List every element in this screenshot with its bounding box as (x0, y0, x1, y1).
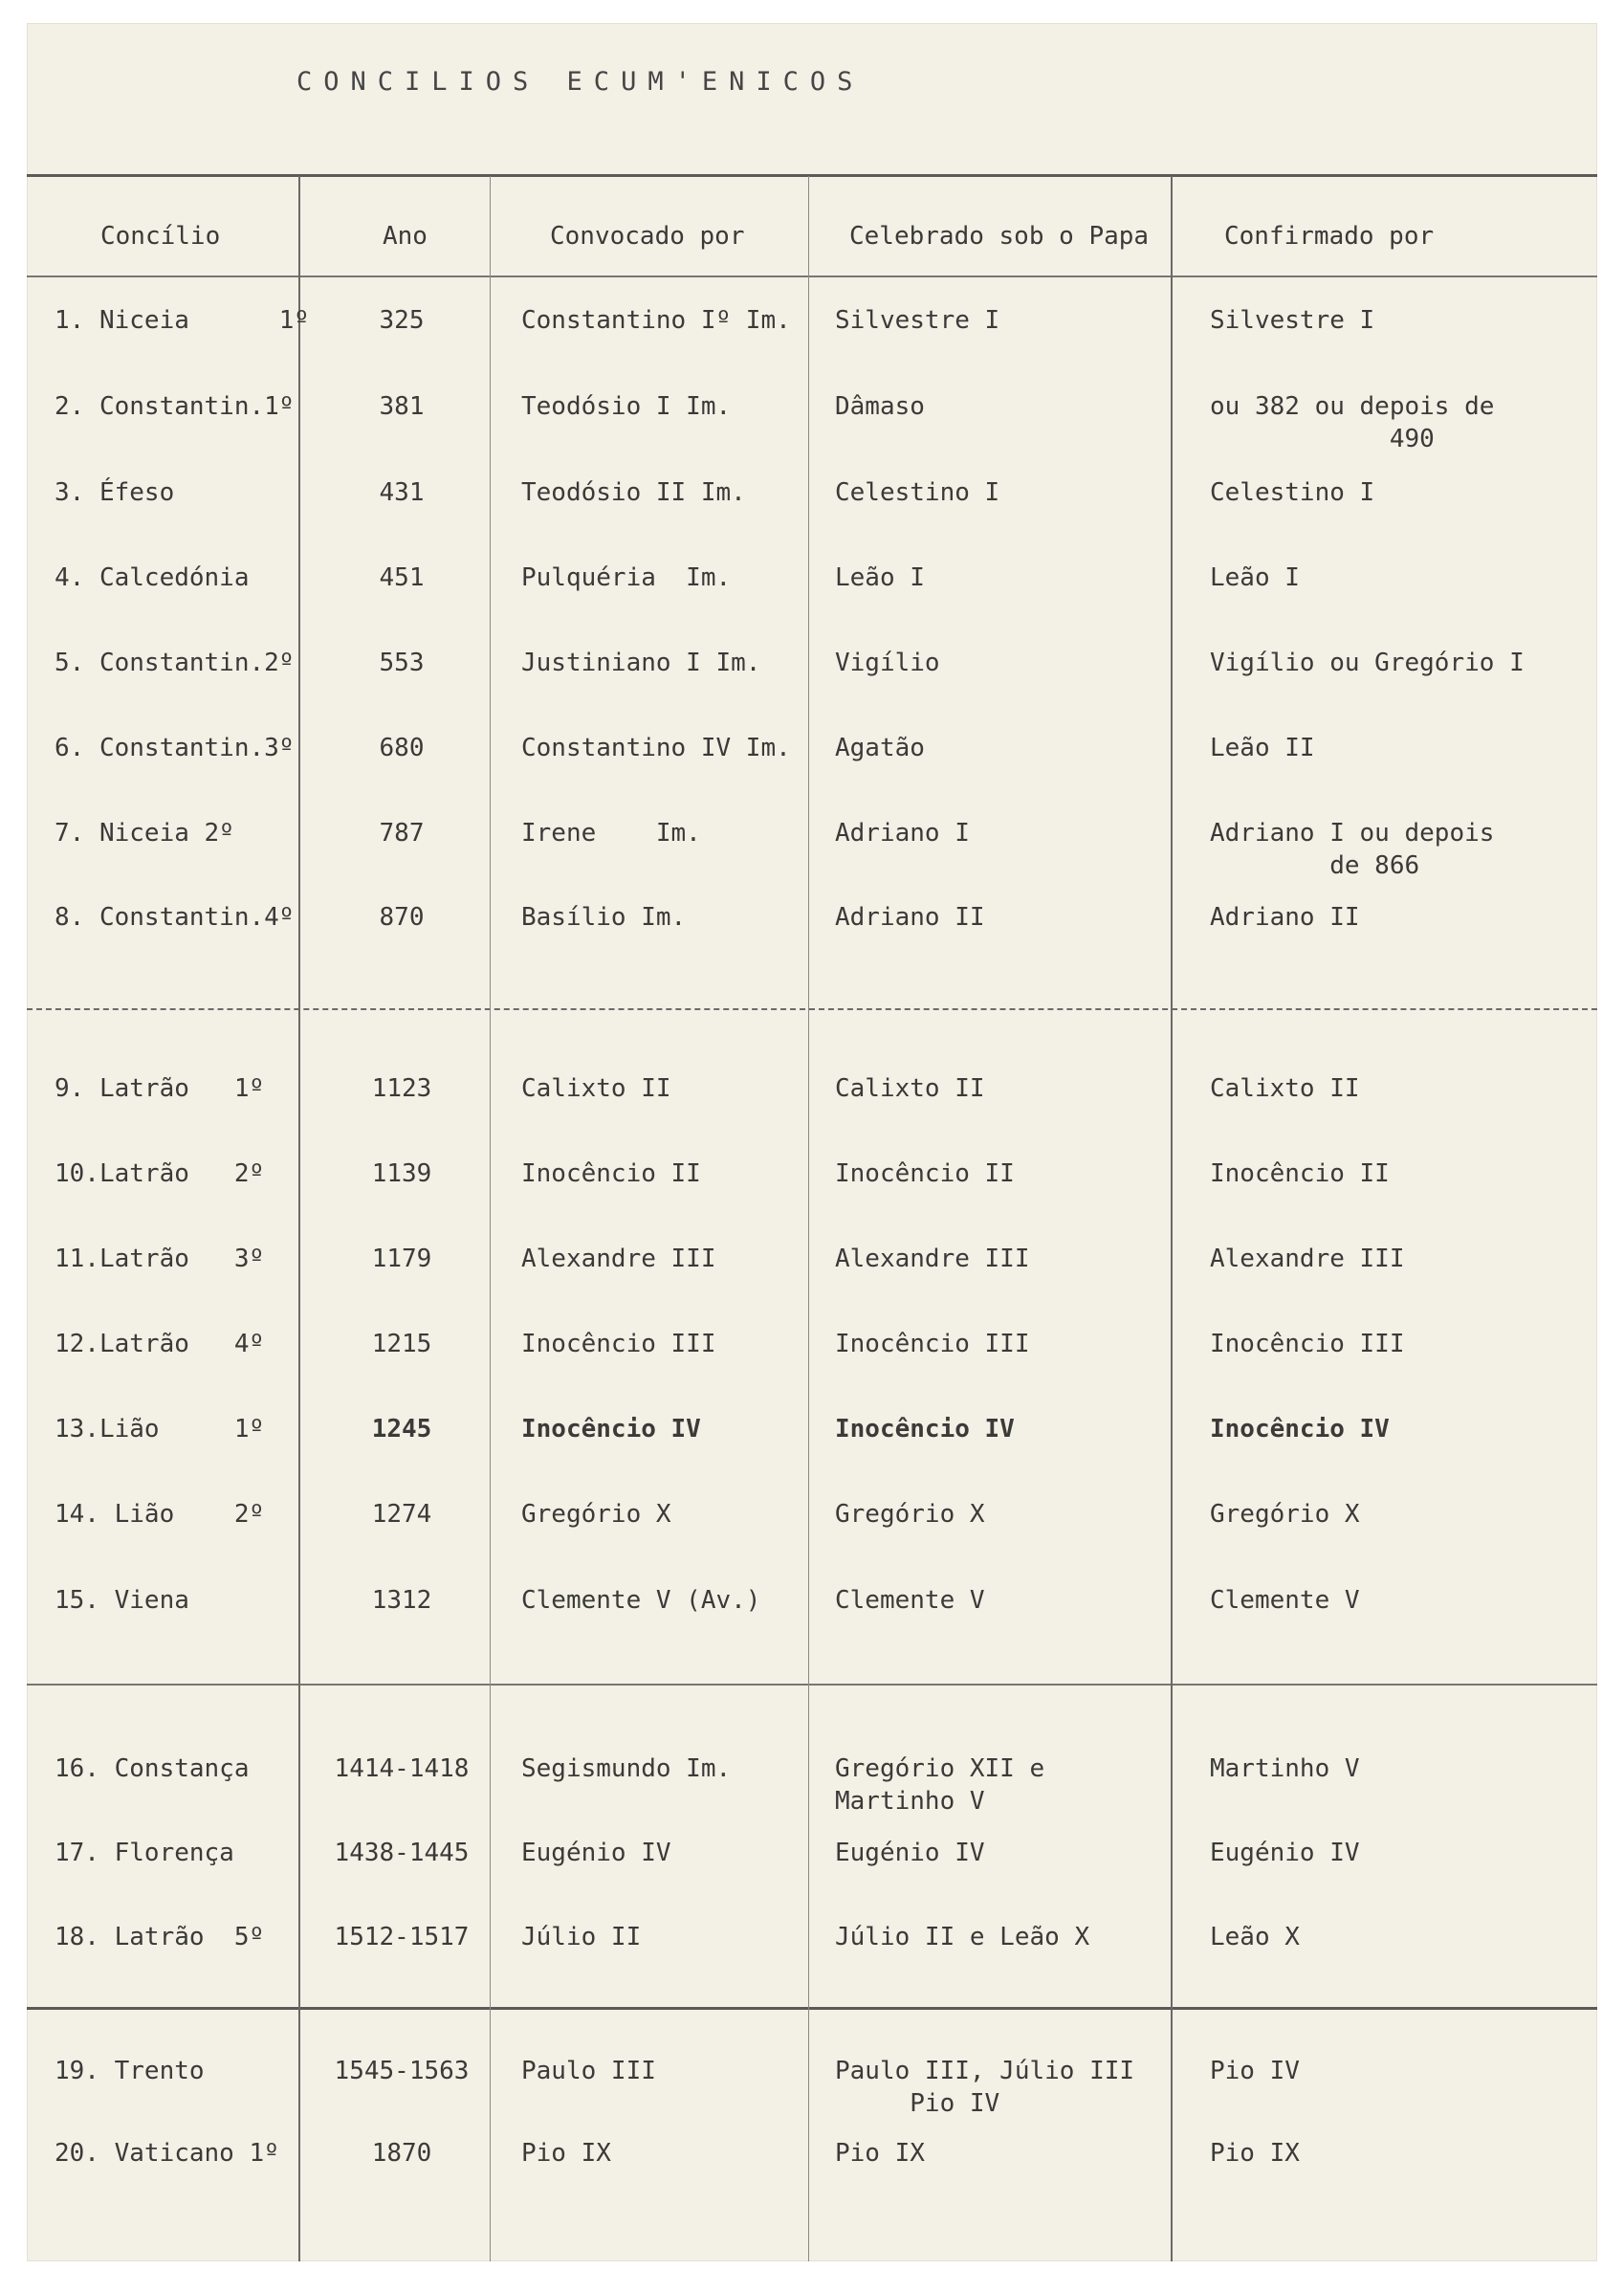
cell-concilio: 17. Florença (55, 1839, 234, 1867)
cell-convocado: Constantino Iº Im. (521, 306, 791, 335)
cell-convocado: Inocêncio II (521, 1159, 701, 1188)
cell-confirmado: Leão I (1210, 563, 1300, 592)
cell-ano: 451 (379, 563, 425, 592)
cell-celebrado: Pio IX (835, 2139, 925, 2168)
cell-ano: 1870 (371, 2139, 432, 2168)
cell-convocado: Gregório X (521, 1500, 671, 1529)
cell-convocado: Clemente V (Av.) (521, 1586, 761, 1615)
table-top-rule (27, 174, 1597, 177)
column-divider-1 (298, 176, 300, 2261)
cell-convocado: Pio IX (521, 2139, 611, 2168)
cell-celebrado: Clemente V (835, 1586, 985, 1615)
cell-confirmado: Inocêncio II (1210, 1159, 1390, 1188)
cell-confirmado: Calixto II (1210, 1074, 1360, 1103)
cell-convocado: Teodósio I Im. (521, 392, 732, 421)
column-divider-4 (1171, 176, 1173, 2261)
cell-ano: 1312 (371, 1586, 432, 1615)
cell-concilio: 14. Lião 2º (55, 1500, 265, 1529)
cell-concilio: 12.Latrão 4º (55, 1330, 265, 1358)
cell-concilio: 7. Niceia 2º (55, 819, 234, 848)
cell-confirmado: Clemente V (1210, 1586, 1360, 1615)
cell-celebrado: Celestino I (835, 478, 1000, 507)
cell-celebrado: Vigílio (835, 649, 940, 677)
cell-convocado: Segismundo Im. (521, 1754, 732, 1783)
cell-celebrado: Dâmaso (835, 392, 925, 421)
cell-ano: 1414-1418 (334, 1754, 470, 1783)
cell-ano: 381 (379, 392, 425, 421)
cell-confirmado: Adriano I ou depois de 866 (1210, 819, 1495, 880)
cell-ano: 1438-1445 (334, 1839, 470, 1867)
cell-celebrado: Inocêncio II (835, 1159, 1015, 1188)
cell-celebrado: Paulo III, Júlio III Pio IV (835, 2057, 1135, 2118)
cell-convocado: Justiniano I Im. (521, 649, 761, 677)
cell-ano: 325 (379, 306, 425, 335)
cell-concilio: 5. Constantin.2º (55, 649, 295, 677)
cell-celebrado: Silvestre I (835, 306, 1000, 335)
cell-concilio: 19. Trento (55, 2057, 205, 2085)
cell-confirmado: Adriano II (1210, 903, 1360, 932)
cell-concilio: 16. Constança (55, 1754, 250, 1783)
cell-confirmado: Leão II (1210, 734, 1315, 762)
cell-ano: 553 (379, 649, 425, 677)
cell-ano: 870 (379, 903, 425, 932)
cell-convocado: Inocêncio IV (521, 1415, 701, 1444)
header-concilio: Concílio (100, 222, 221, 251)
cell-confirmado: Pio IV (1210, 2057, 1300, 2085)
cell-convocado: Eugénio IV (521, 1839, 671, 1867)
header-convocado: Convocado por (550, 222, 745, 251)
cell-confirmado: Inocêncio IV (1210, 1415, 1390, 1444)
cell-convocado: Irene Im. (521, 819, 701, 848)
cell-confirmado: Gregório X (1210, 1500, 1360, 1529)
cell-confirmado: Vigílio ou Gregório I (1210, 649, 1525, 677)
group-separator-3 (27, 2007, 1597, 2010)
group-separator-2 (27, 1684, 1597, 1686)
cell-convocado: Basílio Im. (521, 903, 687, 932)
cell-concilio: 13.Lião 1º (55, 1415, 265, 1444)
cell-celebrado: Agatão (835, 734, 925, 762)
group-separator-1 (27, 1008, 1597, 1010)
cell-celebrado: Inocêncio IV (835, 1415, 1015, 1444)
cell-celebrado: Alexandre III (835, 1245, 1030, 1273)
cell-concilio: 18. Latrão 5º (55, 1923, 265, 1951)
cell-ano: 431 (379, 478, 425, 507)
cell-concilio: 4. Calcedónia (55, 563, 250, 592)
cell-concilio: 2. Constantin.1º (55, 392, 295, 421)
cell-convocado: Teodósio II Im. (521, 478, 746, 507)
header-bottom-rule (27, 275, 1597, 277)
cell-convocado: Alexandre III (521, 1245, 716, 1273)
cell-convocado: Júlio II (521, 1923, 642, 1951)
cell-confirmado: Pio IX (1210, 2139, 1300, 2168)
cell-celebrado: Calixto II (835, 1074, 985, 1103)
column-divider-3 (808, 176, 809, 2261)
header-confirmado: Confirmado por (1224, 222, 1435, 251)
cell-concilio: 15. Viena (55, 1586, 189, 1615)
cell-confirmado: Eugénio IV (1210, 1839, 1360, 1867)
cell-convocado: Paulo III (521, 2057, 656, 2085)
cell-convocado: Calixto II (521, 1074, 671, 1103)
cell-concilio: 11.Latrão 3º (55, 1245, 265, 1273)
cell-celebrado: Eugénio IV (835, 1839, 985, 1867)
cell-celebrado: Adriano II (835, 903, 985, 932)
cell-ano: 787 (379, 819, 425, 848)
cell-concilio: 10.Latrão 2º (55, 1159, 265, 1188)
cell-ano: 1274 (371, 1500, 432, 1529)
cell-confirmado: Martinho V (1210, 1754, 1360, 1783)
cell-concilio: 6. Constantin.3º (55, 734, 295, 762)
cell-confirmado: ou 382 ou depois de 490 (1210, 392, 1495, 453)
cell-ano: 1123 (371, 1074, 432, 1103)
cell-celebrado: Leão I (835, 563, 925, 592)
cell-convocado: Constantino IV Im. (521, 734, 791, 762)
cell-ano: 1545-1563 (334, 2057, 470, 2085)
cell-convocado: Pulquéria Im. (521, 563, 732, 592)
cell-ano: 1215 (371, 1330, 432, 1358)
cell-ano: 1245 (371, 1415, 432, 1444)
cell-concilio: 1. Niceia 1º (55, 306, 310, 335)
cell-celebrado: Gregório XII e Martinho V (835, 1754, 1045, 1816)
cell-ano: 1512-1517 (334, 1923, 470, 1951)
cell-ano: 1179 (371, 1245, 432, 1273)
cell-confirmado: Leão X (1210, 1923, 1300, 1951)
header-celebrado: Celebrado sob o Papa (849, 222, 1150, 251)
cell-celebrado: Inocêncio III (835, 1330, 1030, 1358)
cell-confirmado: Alexandre III (1210, 1245, 1405, 1273)
cell-celebrado: Gregório X (835, 1500, 985, 1529)
cell-concilio: 9. Latrão 1º (55, 1074, 265, 1103)
cell-celebrado: Adriano I (835, 819, 970, 848)
cell-confirmado: Inocêncio III (1210, 1330, 1405, 1358)
cell-concilio: 20. Vaticano 1º (55, 2139, 279, 2168)
cell-confirmado: Silvestre I (1210, 306, 1375, 335)
cell-concilio: 8. Constantin.4º (55, 903, 295, 932)
cell-celebrado: Júlio II e Leão X (835, 1923, 1090, 1951)
cell-ano: 680 (379, 734, 425, 762)
column-divider-2 (490, 176, 491, 2261)
cell-convocado: Inocêncio III (521, 1330, 716, 1358)
cell-confirmado: Celestino I (1210, 478, 1375, 507)
cell-ano: 1139 (371, 1159, 432, 1188)
page-title: CONCILIOS ECUM'ENICOS (296, 67, 865, 97)
header-ano: Ano (383, 222, 428, 251)
cell-concilio: 3. Éfeso (55, 478, 175, 507)
